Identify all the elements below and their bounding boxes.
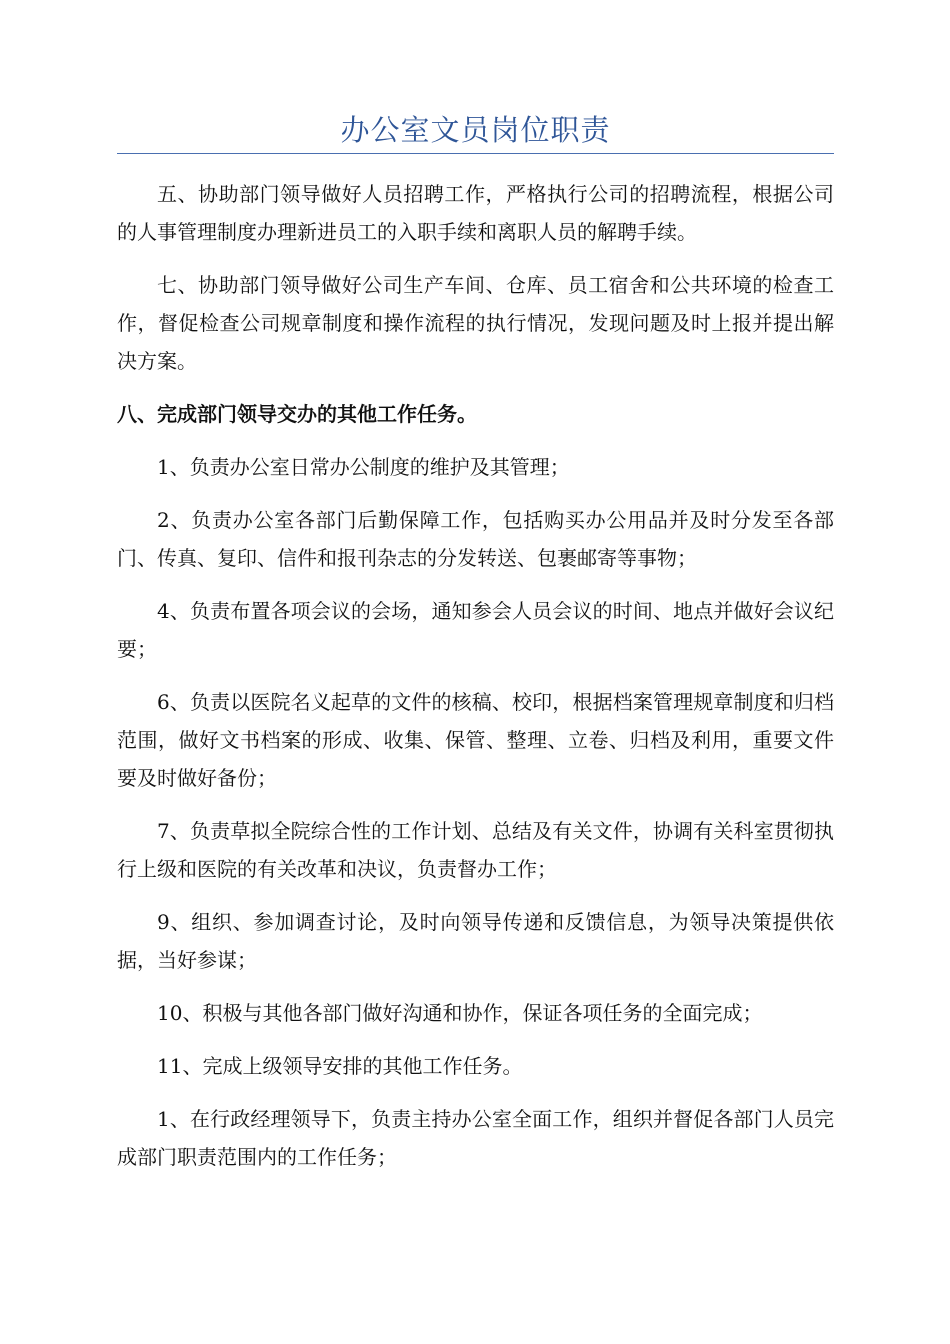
paragraph-item-5: 五、协助部门领导做好人员招聘工作，严格执行公司的招聘流程，根据公司的人事管理制度办理新进员工的入职手续和离职人员的解聘手续。 xyxy=(117,182,834,244)
paragraph-duty-7: 7、负责草拟全院综合性的工作计划、总结及有关文件，协调有关科室贯彻执行上级和医院的有关改革和决议，负责督办工作； xyxy=(117,819,834,881)
paragraph-duty-4: 4、负责布置各项会议的会场，通知参会人员会议的时间、地点并做好会议纪要； xyxy=(117,599,834,661)
paragraph-duty-9: 9、组织、参加调查讨论，及时向领导传递和反馈信息，为领导决策提供依据，当好参谋； xyxy=(117,910,834,972)
paragraph-item-7: 七、协助部门领导做好公司生产车间、仓库、员工宿舍和公共环境的检查工作，督促检查公司规章制度和操作流程的执行情况，发现问题及时上报并提出解决方案。 xyxy=(117,273,834,373)
paragraph-duty-6: 6、负责以医院名义起草的文件的核稿、校印，根据档案管理规章制度和归档范围，做好文书档案的形成、收集、保管、整理、立卷、归档及利用，重要文件要及时做好备份； xyxy=(117,690,834,790)
paragraph-duty-10: 10、积极与其他各部门做好沟通和协作，保证各项任务的全面完成； xyxy=(157,1001,763,1025)
section-heading-8: 八、完成部门领导交办的其他工作任务。 xyxy=(117,402,477,426)
paragraph-duty-1: 1、负责办公室日常办公制度的维护及其管理； xyxy=(157,455,570,479)
title-underline xyxy=(117,153,834,154)
paragraph-duty-2: 2、负责办公室各部门后勤保障工作，包括购买办公用品并及时分发至各部门、传真、复印、信件和报刊杂志的分发转送、包裹邮寄等事物； xyxy=(117,508,834,570)
paragraph-manager-duty-1: 1、在行政经理领导下，负责主持办公室全面工作，组织并督促各部门人员完成部门职责范围内的工作任务； xyxy=(117,1107,834,1169)
document-body xyxy=(117,175,834,1191)
page-title: 办公室文员岗位职责 xyxy=(340,113,611,147)
paragraph-duty-11: 11、完成上级领导安排的其他工作任务。 xyxy=(157,1054,523,1078)
